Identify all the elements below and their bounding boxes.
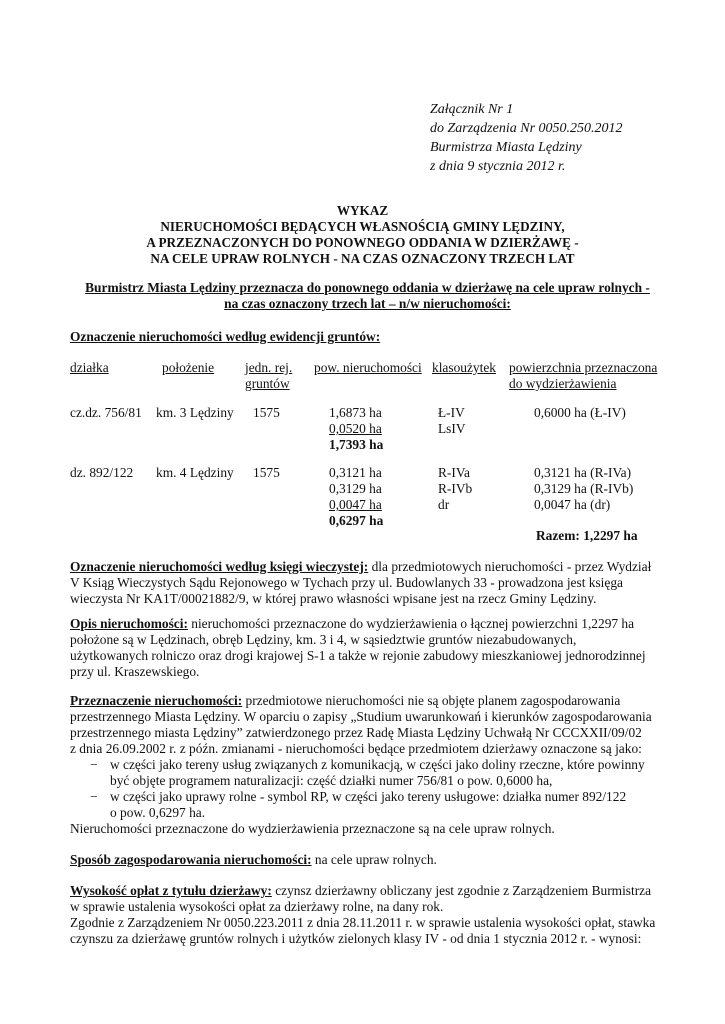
title-line: A PRZEZNACZONYCH DO PONOWNEGO ODDANIA W DZIERŻAWĘ - (146, 235, 579, 250)
przezn-summary: Nieruchomości przeznaczone do wydzierżawienia przeznaczone są na cele upraw rolnych. (70, 821, 555, 836)
row2-jedn: 1575 (253, 465, 280, 480)
ksiega-text: dla przedmiotowych nieruchomości - przez Wydział (368, 559, 652, 574)
annex-header (430, 100, 623, 176)
row1-pow-1: 1,6873 ha (329, 405, 382, 420)
przezn-line: z dnia 26.09.2002 r. z późn. zmianami - nieruchomości będące przedmiotem dzierżawy oznaczone są jako: (70, 741, 642, 756)
bullet-line: w części jako tereny usług związanych z komunikacją, w części jako doliny rzeczne, które powinny (110, 757, 645, 772)
ksiega-label: Oznaczenie nieruchomości według księgi wieczystej: (70, 559, 369, 574)
ksiega-line: wieczysta Nr KA1T/00021882/9, w której prawo własności wpisane jest na rzecz Gminy Lędziny. (70, 591, 597, 606)
przezn-text: przedmiotowe nieruchomości nie są objęte planem zagospodarowania (242, 693, 621, 708)
annex-line: Załącznik Nr 1 (430, 102, 514, 117)
intro-line: Burmistrz Miasta Lędziny przeznacza do ponownego oddania w dzierżawę na cele upraw rolnych - (85, 280, 650, 295)
annex-line: z dnia 9 stycznia 2012 r. (430, 159, 566, 174)
row1-pow-2: 0,0520 ha (329, 421, 382, 436)
header-jedn-rej: jedn. rej. (245, 360, 293, 375)
oplata-label: Wysokość opłat z tytułu dzierżawy: (70, 883, 272, 898)
dash-icon: − (90, 757, 98, 772)
sposob-label: Sposób zagospodarowania nieruchomości: (70, 852, 312, 867)
header-gruntow: gruntów (245, 376, 290, 391)
document-title (0, 203, 725, 267)
row2-przezn-3: 0,0047 ha (dr) (534, 497, 611, 512)
oplata-text: czynsz dzierżawny obliczany jest zgodnie z Zarządzeniem Burmistrza (271, 883, 652, 898)
row2-przezn-1: 0,3121 ha (R-IVa) (534, 465, 632, 480)
oplata-line: Zgodnie z Zarządzeniem Nr 0050.223.2011 z dnia 28.11.2011 r. w sprawie ustalenia wysokości opłat, stawka (70, 915, 656, 930)
bullet-line: być objęte programem naturalizacji: część działki numer 756/81 o pow. 0,6000 ha, (110, 773, 553, 788)
intro-statement (70, 280, 665, 312)
section-przeznaczenie (70, 693, 656, 757)
annex-line: do Zarządzenia Nr 0050.250.2012 (430, 121, 623, 136)
total-area: Razem: 1,2297 ha (536, 528, 638, 543)
section-ksiega (70, 559, 656, 607)
section-oplata (70, 883, 656, 947)
opis-label: Opis nieruchomości: (70, 616, 188, 631)
table-heading: Oznaczenie nieruchomości według ewidencji gruntów: (70, 329, 381, 344)
section-sposob (70, 852, 437, 868)
title-line: WYKAZ (336, 203, 389, 218)
opis-line: położone są w Lędzinach, obręb Lędziny, km. 3 i 4, w sąsiedztwie gruntów niezabudowanych, (70, 632, 577, 647)
row2-pow-sum: 0,6297 ha (329, 513, 384, 528)
row2-pow-3: 0,0047 ha (329, 497, 382, 512)
bullet-line: o pow. 0,6297 ha. (110, 805, 206, 820)
przezn-line: przestrzennego miasta Lędziny” zatwierdzonego przez Radę Miasta Lędziny Uchwałą Nr CCCXXII/09/02 (70, 725, 642, 740)
ksiega-line: V Ksiąg Wieczystych Sądu Rejonowego w Tychach przy ul. Budowlanych 33 - prowadzona jest księga (70, 575, 623, 590)
oplata-line: czynszu za dzierżawę gruntów rolnych i użytków zielonych klasy IV - od dnia 1 stycznia 2012 r. - wynosi: (70, 931, 642, 946)
row2-klas-2: R-IVb (438, 481, 473, 496)
row1-polozenie: km. 3 Lędziny (156, 405, 234, 420)
title-line: NIERUCHOMOŚCI BĘDĄCYCH WŁASNOŚCIĄ GMINY LĘDZINY, (160, 219, 565, 234)
header-dzialka: działka (70, 360, 109, 375)
header-przeznaczona: powierzchnia przeznaczona (509, 360, 658, 375)
row2-dzialka: dz. 892/122 (70, 465, 134, 480)
dash-icon: − (90, 789, 98, 804)
row2-pow-2: 0,3129 ha (329, 481, 382, 496)
header-klasouzytek: klasoużytek (432, 360, 496, 375)
row1-przezn-1: 0,6000 ha (Ł-IV) (534, 405, 626, 420)
row2-klas-1: R-IVa (438, 465, 470, 480)
bullet-line: w części jako uprawy rolne - symbol RP, w części jako tereny usługowe: działka numer 892/122 (110, 789, 627, 804)
row1-dzialka: cz.dz. 756/81 (70, 405, 142, 420)
section-opis (70, 616, 656, 680)
row2-polozenie: km. 4 Lędziny (156, 465, 234, 480)
row1-jedn: 1575 (253, 405, 280, 420)
header-polozenie: położenie (162, 360, 215, 375)
row1-klas-1: Ł-IV (438, 405, 465, 420)
row1-klas-2: LsIV (438, 421, 466, 436)
row2-przezn-2: 0,3129 ha (R-IVb) (534, 481, 634, 496)
header-wydzierzawienia: do wydzierżawienia (509, 376, 617, 391)
przezn-label: Przeznaczenie nieruchomości: (70, 693, 243, 708)
intro-line: na czas oznaczony trzech lat – n/w nieruchomości: (224, 296, 511, 311)
header-pow: pow. nieruchomości (314, 360, 422, 375)
title-line: NA CELE UPRAW ROLNYCH - NA CZAS OZNACZONY TRZECH LAT (150, 251, 575, 266)
annex-line: Burmistrza Miasta Lędziny (430, 140, 582, 155)
opis-text: nieruchomości przeznaczone do wydzierżawienia o łącznej powierzchni 1,2297 ha (187, 616, 635, 631)
row2-klas-3: dr (438, 497, 450, 512)
row1-pow-sum: 1,7393 ha (329, 437, 384, 452)
opis-line: użytkowanych rolniczo oraz drogi krajowej S-1 a także w rejonie zabudowy mieszkaniowej jednorodzinnej (70, 648, 646, 663)
przezn-line: przestrzennego Miasta Lędziny. W oparciu o zapisy „Studium uwarunkowań i kierunków zagospodarowania (70, 709, 652, 724)
opis-line: przy ul. Kraszewskiego. (70, 664, 200, 679)
sposob-text: na cele upraw rolnych. (311, 852, 437, 867)
oplata-line: w sprawie ustalenia wysokości opłat za dzierżawy rolne, na dany rok. (70, 899, 444, 914)
row2-pow-1: 0,3121 ha (329, 465, 382, 480)
